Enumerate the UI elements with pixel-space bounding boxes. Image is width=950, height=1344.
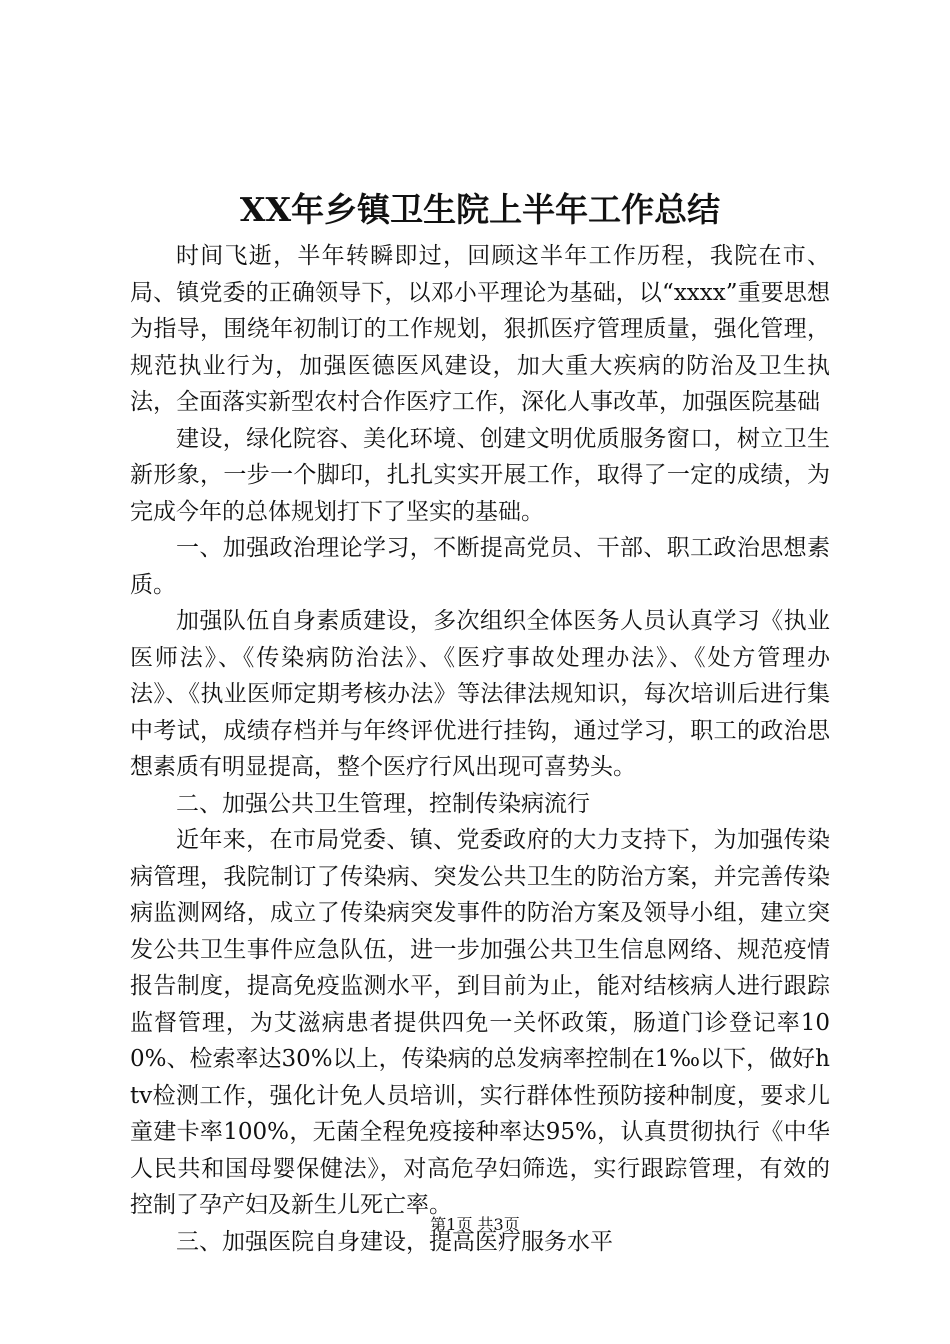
paragraph-section-1: 加强队伍自身素质建设，多次组织全体医务人员认真学习《执业医师法》、《传染病防治法》、《医疗事故处理办法》、《处方管理办法》、《执业医师定期考核办法》等法律法规知识，每次培训后进行集中考试，成绩存档并与年终评优进行挂钩，通过学习，职工的政治思想素质有明显提高，整个医疗行风出现可喜势头。 — [130, 608, 830, 780]
section-heading-1: 一、加强政治理论学习，不断提高党员、干部、职工政治思想素质。 — [130, 535, 830, 598]
page-footer: 第1页 共3页 — [430, 1215, 520, 1234]
document-title: XX年乡镇卫生院上半年工作总结 — [239, 190, 721, 229]
section-heading-2: 二、加强公共卫生管理，控制传染病流行 — [176, 790, 590, 817]
paragraph-section-2: 近年来，在市局党委、镇、党委政府的大力支持下，为加强传染病管理，我院制订了传染病、突发公共卫生的防治方案，并完善传染病监测网络，成立了传染病突发事件的防治方案及领导小组，建立突发公共卫生事件应急队伍，进一步加强公共卫生信息网络、规范疫情报告制度，提高免疫监测水平，到目前为止，能对结核病人进行跟踪监督管理，为艾滋病患者提供四免一关怀政策，肠道门诊登记率100%、检索率达30%以上，传染病的总发病率控制在1‰以下，做好htv检测工作，强化计免人员培训，实行群体性预防接种制度，要求儿童建卡率100%，无菌全程免疫接种率达95%，认真贯彻执行《中华人民共和国母婴保健法》，对高危孕妇筛选，实行跟踪管理，有效的控制了孕产妇及新生儿死亡率。 — [130, 827, 830, 1218]
paragraph-intro: 时间飞逝，半年转瞬即过，回顾这半年工作历程，我院在市、局、镇党委的正确领导下，以邓小平理论为基础，以“xxxx”重要思想为指导，围绕年初制订的工作规划，狠抓医疗管理质量，强化管理，规范执业行为，加强医德医风建设，加大重大疾病的防治及卫生执法，全面落实新型农村合作医疗工作，深化人事改革，加强医院基础 — [130, 243, 830, 415]
document-page — [130, 182, 830, 1260]
section-heading-3: 三、加强医院自身建设，提高医疗服务水平 — [176, 1228, 613, 1255]
paragraph-intro-continued: 建设，绿化院容、美化环境、创建文明优质服务窗口，树立卫生新形象，一步一个脚印，扎扎实实开展工作，取得了一定的成绩，为完成今年的总体规划打下了坚实的基础。 — [130, 425, 830, 525]
